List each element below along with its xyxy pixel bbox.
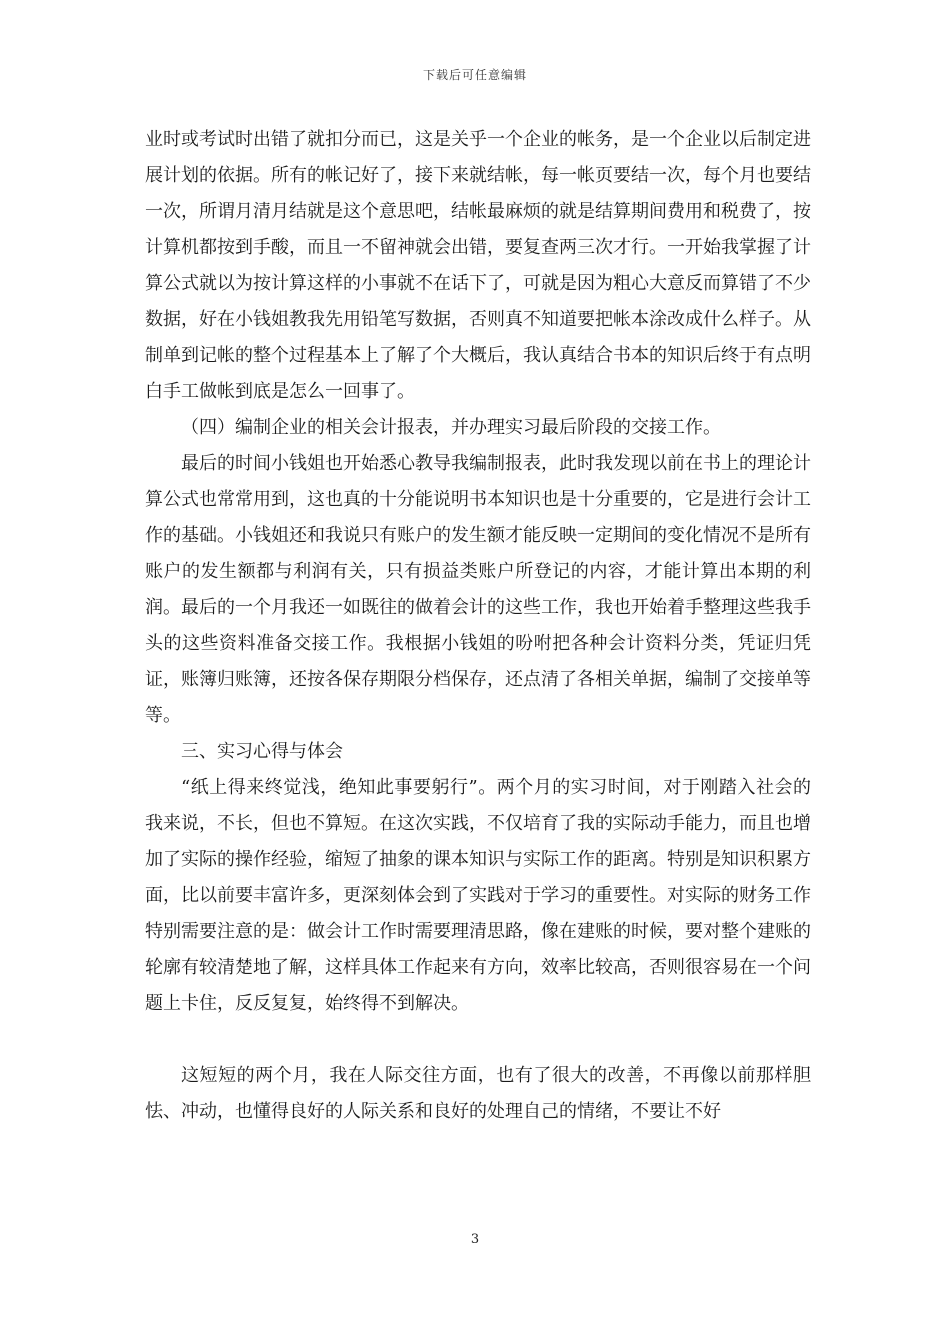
- document-body: [145, 122, 811, 1130]
- page-number: 3: [470, 1232, 480, 1247]
- paragraph-experience: “纸上得来终觉浅，绝知此事要躬行”。两个月的实习时间，对于刚踏入社会的我来说，不长，但也不算短。在这次实践，不仅培育了我的实际动手能力，而且也增加了实际的操作经验，缩短了抽象的课本知识与实际工作的距离。特别是知识积累方面，比以前要丰富许多，更深刻体会到了实践对于学习的重要性。对实际的财务工作特别需要注意的是：做会计工作时需要理清思路，像在建账的时候，要对整个建账的轮廓有较清楚地了解，这样具体工作起来有方向，效率比较高，否则很容易在一个问题上卡住，反反复复，始终得不到解决。: [145, 777, 811, 1014]
- section-heading-three: 三、实习心得与体会: [181, 741, 343, 762]
- section-heading-four: （四）编制企业的相关会计报表，并办理实习最后阶段的交接工作。: [181, 417, 721, 438]
- paragraph-spacer: [145, 1022, 811, 1058]
- paragraph-interpersonal: 这短短的两个月，我在人际交往方面，也有了很大的改善，不再像以前那样胆怯、冲动，也懂得良好的人际关系和良好的处理自己的情绪，不要让不好: [145, 1065, 811, 1122]
- paragraph-reports-handover: 最后的时间小钱姐也开始悉心教导我编制报表，此时我发现以前在书上的理论计算公式也常常用到，这也真的十分能说明书本知识也是十分重要的，它是进行会计工作的基础。小钱姐还和我说只有账户的发生额才能反映一定期间的变化情况不是所有账户的发生额都与利润有关，只有损益类账户所登记的内容，才能计算出本期的利润。最后的一个月我还一如既往的做着会计的这些工作，我也开始着手整理这些我手头的这些资料准备交接工作。我根据小钱姐的吩咐把各种会计资料分类，凭证归凭证，账簿归账簿，还按各保存期限分档保存，还点清了各相关单据，编制了交接单等等。: [145, 453, 811, 726]
- page-header: 下载后可任意编辑: [422, 68, 527, 82]
- paragraph-accounting-process: 业时或考试时出错了就扣分而已，这是关乎一个企业的帐务，是一个企业以后制定进展计划的依据。所有的帐记好了，接下来就结帐，每一帐页要结一次，每个月也要结一次，所谓月清月结就是这个意思吧，结帐最麻烦的就是结算期间费用和税费了，按计算机都按到手酸，而且一不留神就会出错，要复查两三次才行。一开始我掌握了计算公式就以为按计算这样的小事就不在话下了，可就是因为粗心大意反而算错了不少数据，好在小钱姐教我先用铅笔写数据，否则真不知道要把帐本涂改成什么样子。从制单到记帐的整个过程基本上了解了个大概后，我认真结合书本的知识后终于有点明白手工做帐到底是怎么一回事了。: [145, 129, 811, 402]
